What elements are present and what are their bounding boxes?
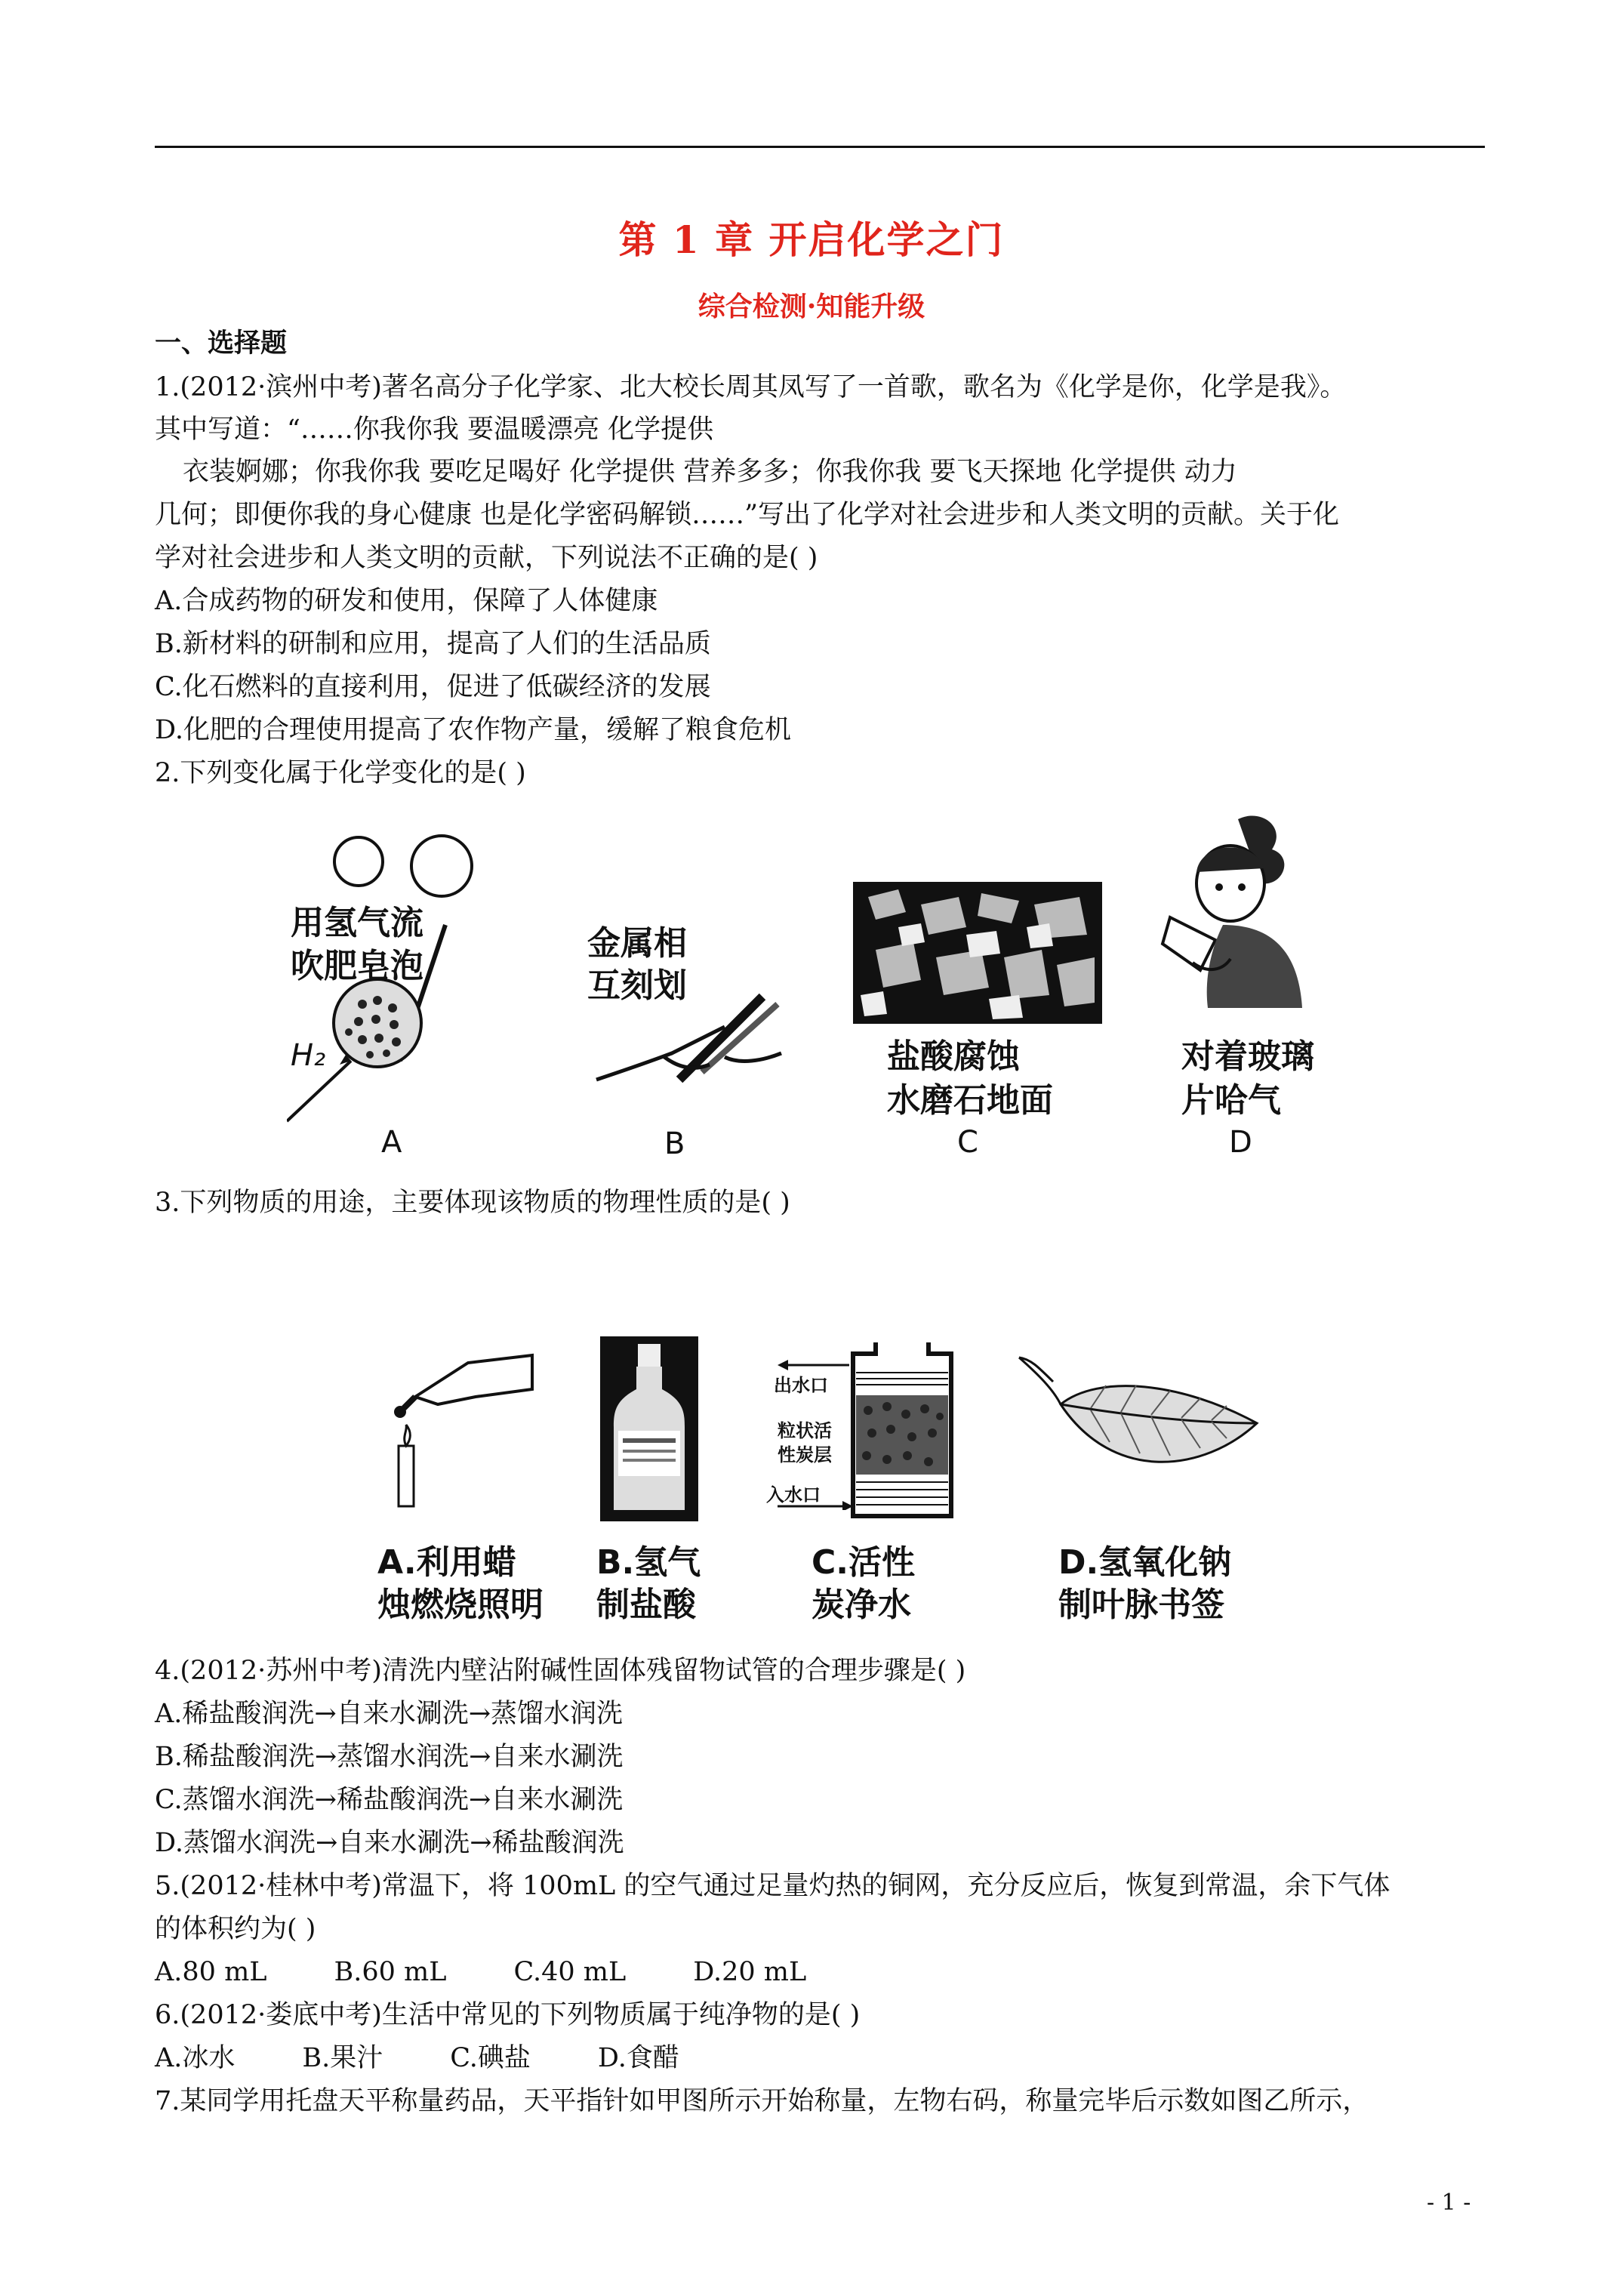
figure-c-letter: C: [957, 1125, 978, 1160]
figure-water-filter: [845, 1335, 959, 1524]
filter-outlet-label: 出水口: [774, 1375, 828, 1396]
q5-stem-line-1: 5.(2012·桂林中考)常温下，将 100mL 的空气通过足量灼热的铜网，充分反应后，恢复到常温，余下气体: [155, 1871, 1390, 1901]
q2-stem: 2.下列变化属于化学变化的是( ): [155, 758, 526, 788]
q7-stem: 7.某同学用托盘天平称量药品，天平指针如甲图所示开始称量，左物右码，称量完毕后示数如图乙所示，: [155, 2086, 1369, 2116]
figure-d-label-1: 对着玻璃: [1181, 1037, 1314, 1076]
q3-option-c-line-2: 炭净水: [812, 1586, 911, 1624]
q1-option-c: C.化石燃料的直接利用，促进了低碳经济的发展: [155, 672, 711, 702]
figure-d-label-2: 片哈气: [1181, 1081, 1281, 1120]
figure-d-girl: [1147, 812, 1313, 1038]
figure-a-label-2: 吹肥皂泡: [291, 947, 423, 985]
filter-carbon-label-1: 粒状活: [778, 1420, 832, 1441]
figure-b-letter: B: [664, 1126, 685, 1161]
figure-c-label-1: 盐酸腐蚀: [887, 1037, 1020, 1076]
filter-inlet-label: 入水口: [766, 1484, 821, 1505]
q1-line: 其中写道：“……你我你我 要温暖漂亮 化学提供: [155, 415, 714, 445]
q1-option-d: D.化肥的合理使用提高了农作物产量，缓解了粮食危机: [155, 715, 791, 745]
figure-a-letter: A: [381, 1125, 402, 1160]
q4-option-d: D.蒸馏水润洗→自来水涮洗→稀盐酸润洗: [155, 1828, 624, 1858]
q1-option-b: B.新材料的研制和应用，提高了人们的生活品质: [155, 629, 711, 659]
q6-stem: 6.(2012·娄底中考)生活中常见的下列物质属于纯净物的是( ): [155, 2000, 861, 2030]
q6-options: A.冰水 B.果汁 C.碘盐 D.食醋: [155, 2043, 679, 2073]
q5-options: A.80 mL B.60 mL C.40 mL D.20 mL: [155, 1957, 807, 1987]
header-rule: [155, 146, 1485, 148]
figure-candle: [385, 1340, 536, 1514]
figure-leaf-bookmark: [1015, 1351, 1261, 1495]
q4-option-a: A.稀盐酸润洗→自来水涮洗→蒸馏水润洗: [155, 1699, 624, 1729]
section-heading: 一、选择题: [155, 328, 288, 359]
q3-option-b-line-1: B.氢气: [596, 1543, 701, 1582]
figure-b-label-2: 互刻划: [587, 966, 687, 1005]
q1-line: 几何；即便你我的身心健康 也是化学密码解锁……”写出了化学对社会进步和人类文明的贡献。关于化: [155, 500, 1340, 530]
q1-line: 衣装婀娜；你我你我 要吃足喝好 化学提供 营养多多；你我你我 要飞天探地 化学提供 动力: [183, 457, 1237, 487]
q3-option-b-line-2: 制盐酸: [596, 1586, 696, 1624]
q5-stem-line-2: 的体积约为( ): [155, 1914, 316, 1944]
q1-line: 1.(2012·滨州中考)著名高分子化学家、北大校长周其凤写了一首歌，歌名为《化学是你，化学是我》。: [155, 372, 1347, 402]
figure-b-label-1: 金属相: [587, 924, 687, 963]
q3-option-a-line-1: A.利用蜡: [377, 1543, 516, 1582]
chapter-title: 第 1 章 开启化学之门: [618, 217, 1005, 262]
page-number: - 1 -: [1427, 2190, 1471, 2216]
q1-line: 学对社会进步和人类文明的贡献，下列说法不正确的是( ): [155, 543, 818, 573]
q3-stem: 3.下列物质的用途，主要体现该物质的物理性质的是( ): [155, 1188, 790, 1218]
q3-option-d-line-2: 制叶脉书签: [1058, 1586, 1224, 1624]
figure-a-h2-label: H₂: [291, 1038, 326, 1073]
figure-c-label-2: 水磨石地面: [887, 1081, 1053, 1120]
figure-d-letter: D: [1229, 1125, 1252, 1160]
q4-stem: 4.(2012·苏州中考)清洗内壁沾附碱性固体残留物试管的合理步骤是( ): [155, 1656, 966, 1686]
filter-carbon-label-2: 性炭层: [778, 1444, 832, 1465]
q3-option-a-line-2: 烛燃烧照明: [377, 1586, 544, 1624]
figure-c-terrazzo: [853, 882, 1102, 1024]
q4-option-b: B.稀盐酸润洗→蒸馏水润洗→自来水涮洗: [155, 1742, 624, 1772]
q4-option-c: C.蒸馏水润洗→稀盐酸润洗→自来水涮洗: [155, 1785, 624, 1815]
q3-option-c-line-1: C.活性: [812, 1543, 916, 1582]
q3-option-d-line-1: D.氢氧化钠: [1058, 1543, 1232, 1582]
q1-option-a: A.合成药物的研发和使用，保障了人体健康: [155, 586, 658, 616]
figure-acid-bottle: [600, 1336, 698, 1521]
chapter-subtitle: 综合检测·知能升级: [698, 291, 925, 322]
figure-a-label-1: 用氢气流: [291, 904, 423, 942]
